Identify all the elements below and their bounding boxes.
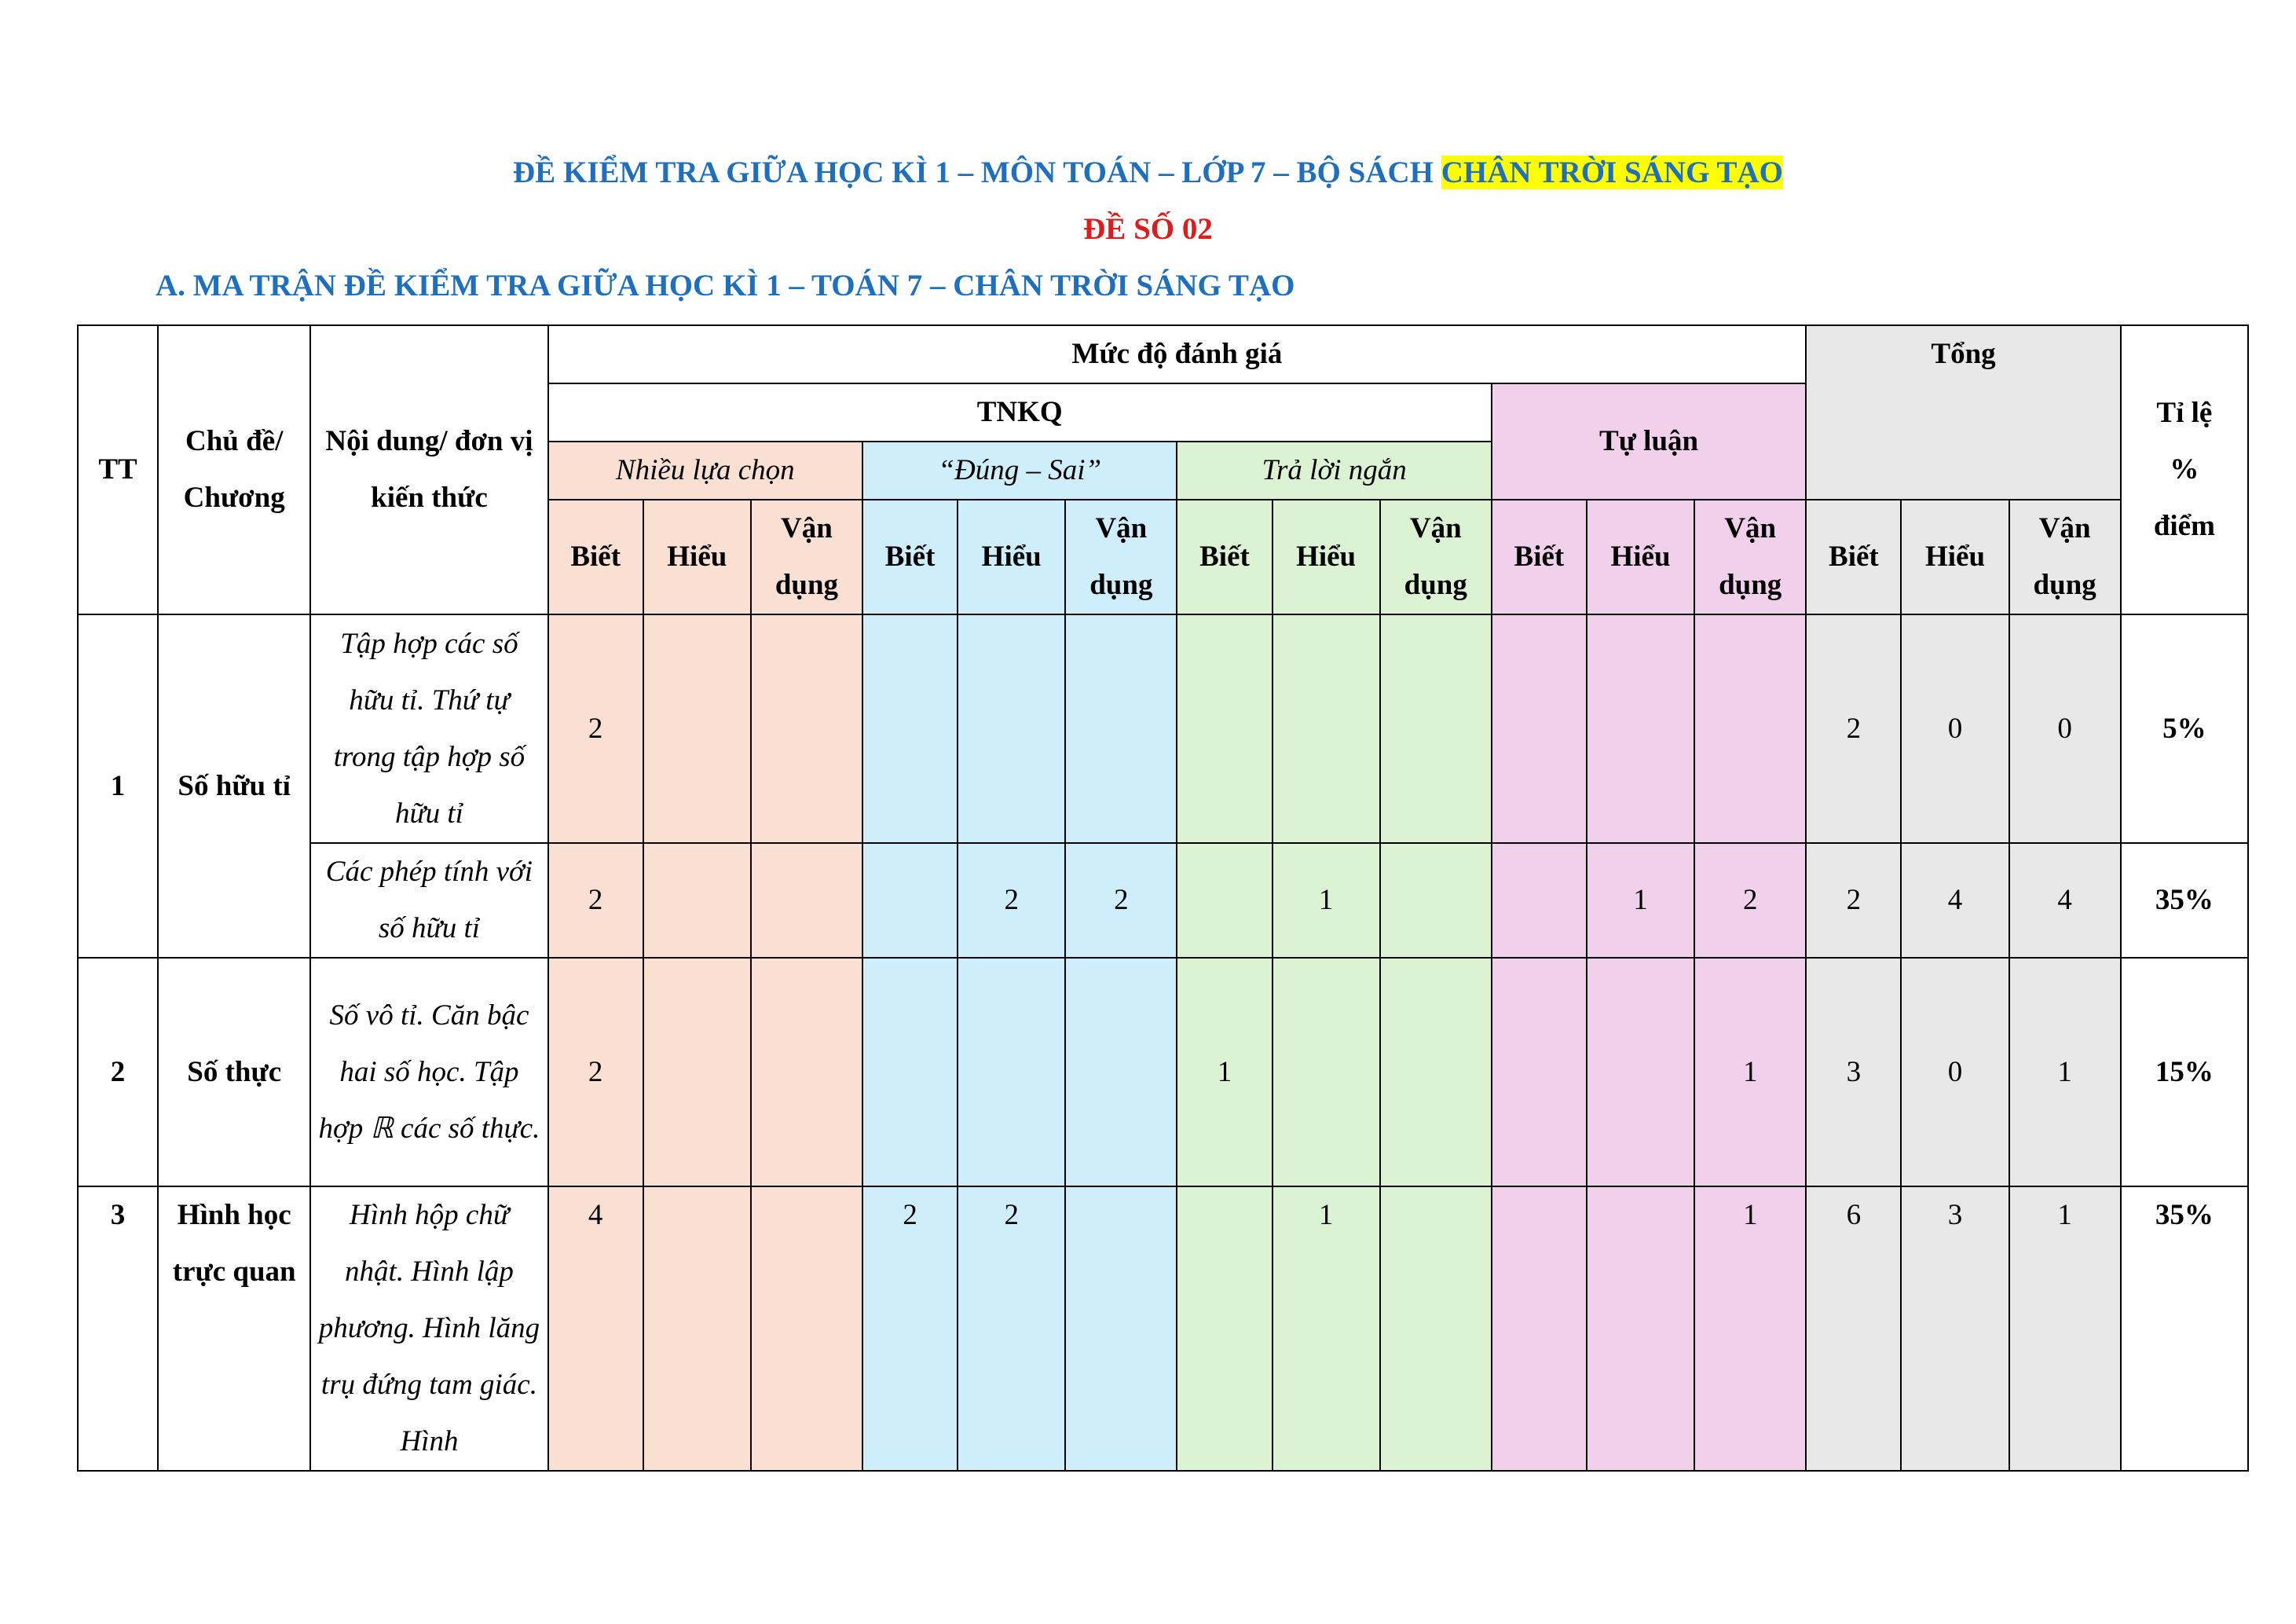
value-cell <box>1177 614 1272 843</box>
header-tnkq: TNKQ <box>548 383 1492 442</box>
table-row <box>78 843 2248 958</box>
value-cell: 2 <box>1694 843 1806 958</box>
value-cell <box>862 614 958 843</box>
exam-number: ĐỀ SỐ 02 <box>1083 212 1213 246</box>
header-van-dung: Vận dụng <box>751 500 862 614</box>
value-cell: 4 <box>548 1186 643 1471</box>
title-highlight: CHÂN TRỜI SÁNG TẠO <box>1441 156 1783 189</box>
row-tt: 3 <box>78 1186 158 1471</box>
value-cell <box>643 958 751 1186</box>
value-cell <box>1587 1186 1694 1471</box>
value-cell <box>1273 614 1380 843</box>
value-cell: 1 <box>1177 958 1272 1186</box>
row-tt: 1 <box>78 614 158 958</box>
value-cell: 2 <box>1806 614 1901 843</box>
value-cell <box>751 1186 862 1471</box>
row-ti-le: 35% <box>2121 1186 2248 1471</box>
header-hieu: Hiểu <box>1901 500 2009 614</box>
value-cell: 2 <box>1806 843 1901 958</box>
value-cell: 4 <box>1901 843 2009 958</box>
document-title <box>0 151 2296 195</box>
value-cell <box>862 843 958 958</box>
value-cell <box>1380 843 1492 958</box>
value-cell: 1 <box>1694 1186 1806 1471</box>
row-chu-de: Số thực <box>158 958 310 1186</box>
table-row <box>78 1186 2248 1471</box>
value-cell: 2 <box>548 958 643 1186</box>
header-van-dung: Vận dụng <box>2009 500 2121 614</box>
value-cell: 0 <box>2009 614 2121 843</box>
header-biet: Biết <box>1492 500 1587 614</box>
title-main: ĐỀ KIỂM TRA GIỮA HỌC KÌ 1 – MÔN TOÁN – LỚP 7 – BỘ SÁCH <box>513 156 1441 189</box>
row-chu-de: Số hữu tỉ <box>158 614 310 958</box>
value-cell <box>643 1186 751 1471</box>
value-cell: 1 <box>2009 1186 2121 1471</box>
header-muc-do: Mức độ đánh giá <box>548 325 1807 383</box>
row-noi-dung: Hình hộp chữ nhật. Hình lập phương. Hình lăng trụ đứng tam giác. Hình <box>310 1186 547 1471</box>
value-cell: 2 <box>548 614 643 843</box>
row-ti-le: 5% <box>2121 614 2248 843</box>
value-cell <box>1065 614 1177 843</box>
header-tu-luan: Tự luận <box>1492 383 1806 500</box>
value-cell: 6 <box>1806 1186 1901 1471</box>
header-nhieu-lua-chon: Nhiều lựa chọn <box>548 442 862 500</box>
value-cell <box>862 958 958 1186</box>
header-hieu: Hiểu <box>1273 500 1380 614</box>
section-heading: A. MA TRẬN ĐỀ KIỂM TRA GIỮA HỌC KÌ 1 – TOÁN 7 – CHÂN TRỜI SÁNG TẠO <box>156 269 1295 302</box>
header-van-dung: Vận dụng <box>1694 500 1806 614</box>
header-ti-le: Tỉ lệ % điểm <box>2121 325 2248 614</box>
row-noi-dung: Số vô tỉ. Căn bậc hai số học. Tập hợp ℝ các số thực. <box>310 958 547 1186</box>
row-chu-de: Hình học trực quan <box>158 1186 310 1471</box>
value-cell: 3 <box>1901 1186 2009 1471</box>
value-cell <box>1694 614 1806 843</box>
header-dung-sai: “Đúng – Sai” <box>862 442 1177 500</box>
value-cell <box>1065 1186 1177 1471</box>
header-biet: Biết <box>862 500 958 614</box>
row-ti-le: 35% <box>2121 843 2248 958</box>
table-row <box>78 958 2248 1186</box>
value-cell <box>1492 1186 1587 1471</box>
value-cell: 1 <box>1587 843 1694 958</box>
value-cell <box>1380 614 1492 843</box>
value-cell <box>1177 1186 1272 1471</box>
assessment-matrix-table <box>77 324 2249 1472</box>
value-cell <box>958 958 1065 1186</box>
value-cell: 1 <box>1273 843 1380 958</box>
value-cell <box>1492 843 1587 958</box>
value-cell <box>643 614 751 843</box>
value-cell <box>1492 958 1587 1186</box>
header-hieu: Hiểu <box>958 500 1065 614</box>
value-cell: 2 <box>958 843 1065 958</box>
row-tt: 2 <box>78 958 158 1186</box>
value-cell <box>1492 614 1587 843</box>
row-noi-dung: Tập hợp các số hữu tỉ. Thứ tự trong tập hợp số hữu tỉ <box>310 614 547 843</box>
value-cell <box>1587 614 1694 843</box>
value-cell <box>751 614 862 843</box>
header-row-1 <box>78 325 2248 383</box>
header-biet: Biết <box>1177 500 1272 614</box>
header-van-dung: Vận dụng <box>1380 500 1492 614</box>
value-cell: 2 <box>862 1186 958 1471</box>
value-cell: 1 <box>1694 958 1806 1186</box>
value-cell: 2 <box>1065 843 1177 958</box>
header-biet: Biết <box>548 500 643 614</box>
value-cell <box>1380 1186 1492 1471</box>
value-cell <box>958 614 1065 843</box>
header-van-dung: Vận dụng <box>1065 500 1177 614</box>
row-noi-dung: Các phép tính với số hữu tỉ <box>310 843 547 958</box>
value-cell: 2 <box>958 1186 1065 1471</box>
header-tra-loi-ngan: Trả lời ngắn <box>1177 442 1491 500</box>
header-chu-de: Chủ đề/ Chương <box>158 325 310 614</box>
header-biet: Biết <box>1806 500 1901 614</box>
value-cell: 0 <box>1901 958 2009 1186</box>
header-tong: Tổng <box>1806 325 2120 500</box>
table-row <box>78 614 2248 843</box>
header-hieu: Hiểu <box>1587 500 1694 614</box>
value-cell <box>1273 958 1380 1186</box>
value-cell <box>751 843 862 958</box>
value-cell <box>1177 843 1272 958</box>
value-cell: 1 <box>1273 1186 1380 1471</box>
value-cell: 3 <box>1806 958 1901 1186</box>
header-tt: TT <box>78 325 158 614</box>
value-cell <box>643 843 751 958</box>
header-noi-dung: Nội dung/ đơn vị kiến thức <box>310 325 547 614</box>
value-cell <box>1065 958 1177 1186</box>
value-cell <box>1587 958 1694 1186</box>
value-cell: 4 <box>2009 843 2121 958</box>
value-cell <box>751 958 862 1186</box>
row-ti-le: 15% <box>2121 958 2248 1186</box>
value-cell <box>1380 958 1492 1186</box>
value-cell: 1 <box>2009 958 2121 1186</box>
header-hieu: Hiểu <box>643 500 751 614</box>
value-cell: 2 <box>548 843 643 958</box>
value-cell: 0 <box>1901 614 2009 843</box>
